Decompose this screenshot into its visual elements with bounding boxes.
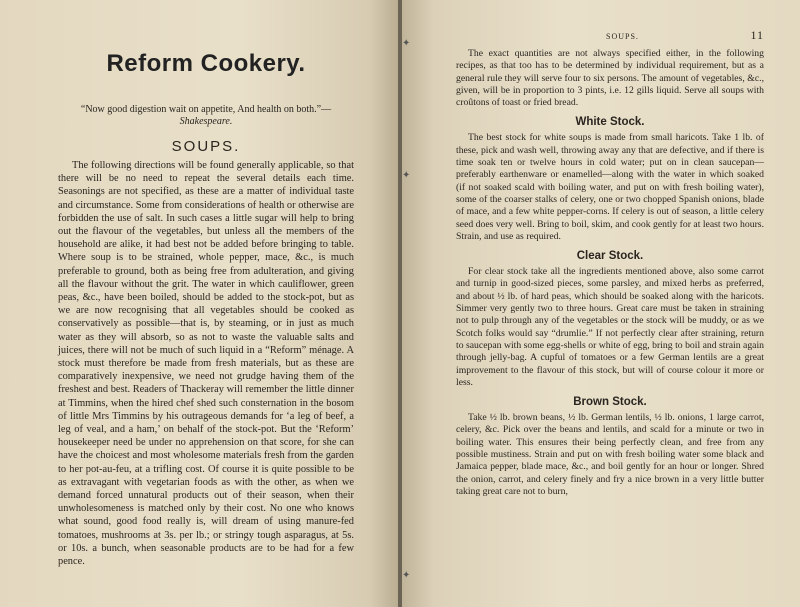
right-body — [456, 48, 764, 498]
binding-mark: ✦ — [402, 170, 411, 181]
brown-stock-text: Take ½ lb. brown beans, ½ lb. German lentils, ½ lb. onions, 1 large carrot, celery, &c. Pick over the beans and lentils, and scald for a minute or two in boiling water. This ensures their being perfectly clean, and free from any possible mustiness. Strain and put on with fresh boiling water some black and Jamaica pepper, blade mace, &c., and boil gently for an hour or longer. Shred the onion, carrot, and celery finely and fry a nice brown in a very little butter taking great care not to burn, — [456, 412, 764, 497]
clear-stock-heading: Clear Stock. — [576, 250, 644, 263]
brown-stock-heading: Brown Stock. — [573, 396, 647, 409]
binding-mark: ✦ — [402, 38, 411, 49]
binding-mark: ✦ — [402, 570, 411, 581]
soups-introduction: The following directions will be found generally applicable, so that there will be no need to repeat the several details each time. Seasonings are not specified, as these are a matter of individual taste and circumstance. Some from considerations of health or otherwise are forbidden the use of salt. In such cases a little sugar will help to bring out the flavour of the vegetables, but unless all the members of the household are alike, it had best not be added before bringing to table. Where soup is to be strained, whole pepper, mace, &c., is much preferable to ground, both as being free from adulteration, and giving all the flavour without the grit. The water in which cauliflower, green peas, &c., have been boiled, should be added to the stock-pot, but as we are now recognising that all vegetables should be cooked as conservatively as possible—that is, by steaming, or in just as much water as they will absorb, so as not to waste the valuable salts and juices, there will not be much of such liquid in a “Reform” ménage. A stock must therefore be made from fresh materials, but as these are comparatively inexpensive, we need not grudge having them of the freshest and best. Readers of Thackeray will remember the little dinner at Timmins, when the hired chef shed such consternation in the bosom of little Mrs Timmins by his outrageous demands for ‘a leg of beef, a leg of veal, and a ham,’ on behalf of the stock-pot. But the ‘Reform’ housekeeper need be under no apprehension on that score, for she can have the choicest and most wholesome materials fresh from the garden to her pot-au-feu, at a trifling cost. Of course it is quite possible to be as extravagant with vegetarian foods as with the other, as when we demand forced unnatural products out of their season, when their unwholesomeness is matched only by their cost. No one who knows what sound, good food really is, will dream of using manure-fed tomatoes, mushrooms at 3s. per lb.; or stringy tough asparagus, at 5s. or 10s. a bunch, when seasonable products are to be had for a few pence. — [58, 160, 354, 568]
epigraph-quote: “Now good digestion wait on appetite, And health on both.”— — [80, 104, 332, 115]
white-stock-heading: White Stock. — [575, 116, 645, 129]
right-page — [402, 0, 800, 607]
section-heading: SOUPS. — [171, 138, 241, 155]
white-stock-text: The best stock for white soups is made from small haricots. Take 1 lb. of these, pick and wash well, throwing away any that are defective, and if there is time soak ten or twelve hours in cold water; put on in clean saucepan—preferably earthenware or enamelled—along with the water in which soaked (if not soaked scald with boiling water, and put on with fresh boiling water), some of the coarser stalks of celery, one or two chopped Spanish onions, blade of mace, and a few white pepper-corns. If celery is out of season, a little celery seed does very well. Bring to boil, skim, and cook gently for at least two hours. Strain, and use as required. — [456, 132, 764, 242]
left-page — [0, 0, 398, 607]
running-head-title: SOUPS. — [606, 32, 639, 41]
clear-stock-text: For clear stock take all the ingredients mentioned above, also some carrot and turnip in good-sized pieces, some parsley, and mixed herbs as preferred, and about ½ lb. of hard peas, which should be soaked along with the haricots. Simmer very gently two to three hours. Great care must be taken in straining not to pulp through any of the vegetables or the stock will be muddy, or as we Scotch folks would say “drumlie.” If not perfectly clear after straining, return to saucepan with some egg-shells or white of egg, bring to boil and strain again through jelly-bag. A cupful of tomatoes or a few German lentils are a great improvement to the flavour of this stock, but will of course colour it more or less. — [456, 266, 764, 388]
epigraph-attribution: Shakespeare. — [179, 116, 233, 127]
running-head — [456, 24, 764, 48]
book-title: Reform Cookery. — [106, 50, 306, 77]
page-number: 11 — [750, 28, 764, 42]
recipes-intro: The exact quantities are not always specified either, in the following recipes, as that too has to be determined by individual requirement, but as a general rule they will serve four to six persons. The amount of vegetables, &c., given, will be in proportion to 3 pints, i.e. 12 gills liquid. Serve all soups with croûtons of toast or fried bread. — [456, 48, 764, 109]
epigraph — [58, 104, 354, 128]
